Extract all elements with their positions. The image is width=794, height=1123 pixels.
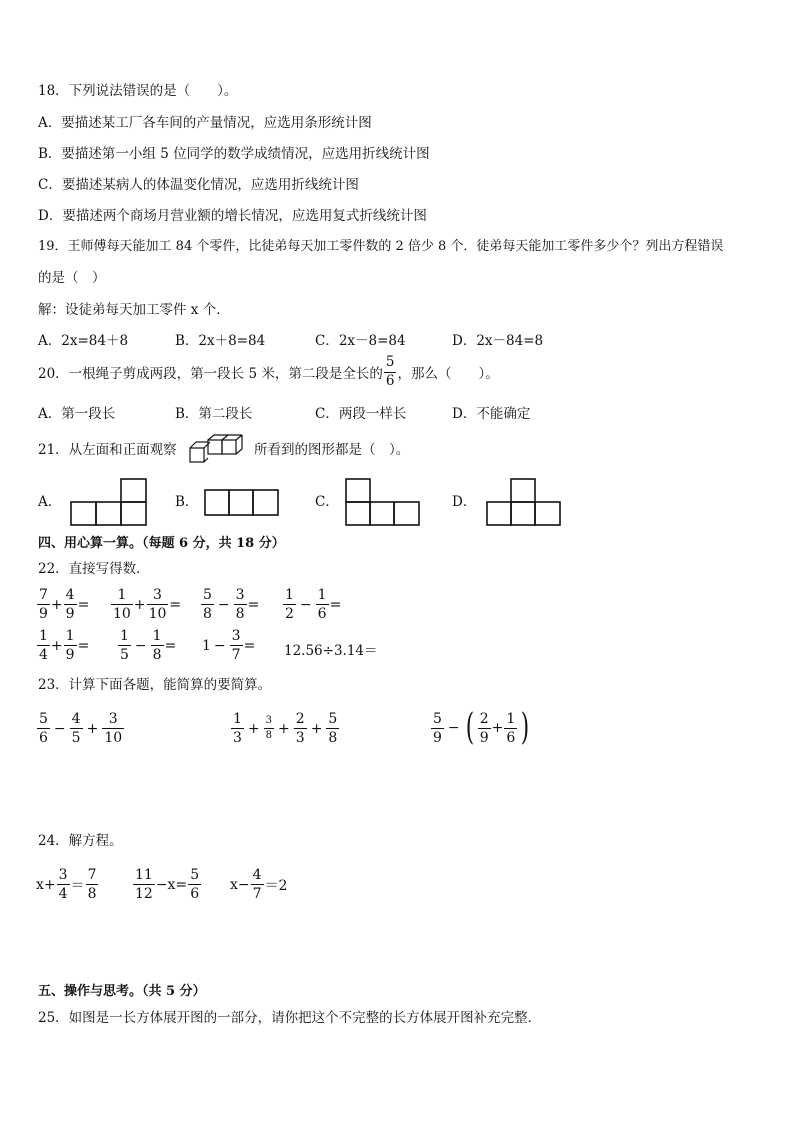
equals: = [329, 596, 342, 613]
q25-stem: 25．如图是一长方体展开图的一部分，请你把这个不完整的长方体展开图补充完整． [38, 1010, 542, 1026]
q22-r2-e2 [117, 629, 176, 662]
q19-stem-line2: 的是（ ） [38, 270, 106, 286]
whole-number: 1 [202, 637, 211, 654]
frac-num: 1 [39, 628, 48, 644]
q20-frac-den: 6 [385, 372, 395, 389]
q19-option-c: C．2x－8=84 [315, 333, 406, 349]
q20-stem-b: ，那么（ ）。 [397, 366, 499, 382]
q21-stem-b: 所看到的图形都是（ ）。 [254, 442, 410, 458]
frac-num: 4 [71, 711, 81, 727]
operator: − [213, 637, 226, 654]
frac-num: 5 [190, 867, 200, 883]
q20-stem [38, 356, 499, 388]
operator: + [50, 596, 63, 613]
frac-num: 1 [65, 628, 75, 644]
q21-option-d-figure [486, 478, 562, 526]
q21-option-d-label: D． [452, 494, 477, 510]
equation-lead: x+ [36, 876, 56, 893]
frac-den: 7 [231, 647, 241, 663]
frac-num: 2 [295, 711, 305, 727]
q20-stem-a: 20．一根绳子剪成两段，第一段长 5 米，第二段是全长的 [38, 366, 383, 382]
frac-num: 1 [120, 628, 129, 644]
frac-den: 3 [233, 730, 242, 746]
frac-den: 8 [328, 730, 338, 746]
q22-stem: 22．直接写得数． [38, 561, 150, 577]
frac-den: 8 [265, 730, 273, 741]
q21-stem-a: 21．从左面和正面观察 [38, 442, 177, 458]
equals: = [77, 596, 90, 613]
equals: = [247, 596, 260, 613]
frac-den: 8 [87, 886, 97, 902]
q19-option-b: B．2x＋8=84 [175, 333, 266, 349]
operator: − [299, 596, 312, 613]
equation-tail: ＝2 [264, 877, 288, 894]
q22-r2-e3 [202, 629, 255, 662]
frac-den: 3 [295, 730, 305, 746]
frac-num: 1 [317, 587, 327, 603]
q20-frac-num: 5 [385, 354, 395, 370]
section4-title: 四、用心算一算。（每题 6 分，共 18 分） [38, 536, 285, 551]
frac-num: 3 [231, 628, 241, 644]
q20-option-a: A．第一段长 [38, 406, 116, 422]
q24-e2 [132, 868, 202, 901]
frac-num: 5 [203, 587, 212, 603]
operator: − [447, 720, 460, 736]
q22-r1-e2 [110, 588, 181, 621]
q24-e3 [230, 868, 287, 901]
operator: + [491, 720, 504, 736]
q19-solution: 解：设徒弟每天加工零件 x 个． [38, 302, 230, 318]
frac-den: 6 [39, 730, 48, 746]
q21-option-c-figure [345, 478, 421, 526]
frac-den: 10 [104, 730, 123, 746]
frac-num: 7 [87, 867, 97, 883]
q21-option-c-label: C． [315, 494, 339, 510]
operator: + [86, 720, 99, 737]
q21-option-b-label: B． [175, 494, 199, 510]
q18-option-b: B．要描述第一小组 5 位同学的数学成绩情况，应选用折线统计图 [38, 146, 430, 162]
frac-num: 1 [152, 628, 162, 644]
frac-num: 3 [235, 587, 245, 603]
operator: − [134, 637, 147, 654]
right-paren: ) [521, 707, 530, 748]
q22-r2-e4: 12.56÷3.14＝ [284, 643, 378, 659]
q23-stem: 23．计算下面各题，能简算的要简算。 [38, 677, 272, 693]
equation-middle: −x= [155, 876, 188, 893]
frac-num: 3 [58, 867, 68, 883]
frac-num: 3 [265, 715, 273, 726]
q18-stem: 18．下列说法错误的是（ ）。 [38, 83, 238, 99]
frac-num: 3 [108, 711, 118, 727]
frac-den: 6 [506, 729, 516, 746]
frac-num: 1 [233, 711, 242, 727]
frac-den: 6 [190, 886, 200, 902]
operator: + [50, 637, 63, 654]
q23-e2 [230, 712, 340, 745]
q22-r1-e3 [200, 588, 259, 621]
equals: ＝ [70, 877, 85, 894]
frac-den: 9 [39, 606, 48, 622]
q24-e1 [36, 868, 99, 901]
q19-option-d: D．2x－84=8 [452, 333, 544, 349]
equals: = [169, 596, 182, 613]
q22-r1-e4 [282, 588, 341, 621]
q18-option-a: A．要描述某工厂各车间的产量情况，应选用条形统计图 [38, 115, 372, 131]
frac-den: 12 [135, 886, 153, 902]
operator: − [53, 720, 66, 737]
frac-den: 8 [203, 606, 212, 622]
q21-option-a-label: A． [38, 494, 62, 510]
frac-den: 10 [148, 606, 167, 622]
frac-num: 11 [135, 867, 153, 883]
frac-num: 5 [39, 711, 48, 727]
q20-fraction [384, 356, 397, 388]
q20-option-b: B．第二段长 [175, 406, 253, 422]
q18-option-d: D．要描述两个商场月营业额的增长情况，应选用复式折线统计图 [38, 208, 427, 224]
q20-option-d: D．不能确定 [452, 406, 531, 422]
operator: − [217, 596, 230, 613]
frac-num: 1 [506, 710, 516, 727]
frac-num: 3 [153, 587, 162, 603]
frac-den: 5 [120, 647, 129, 663]
frac-num: 5 [433, 710, 442, 727]
frac-den: 8 [152, 647, 162, 663]
frac-den: 9 [433, 729, 442, 746]
q23-e3 [430, 707, 532, 748]
frac-den: 9 [65, 647, 75, 663]
frac-num: 1 [117, 587, 127, 603]
frac-num: 2 [479, 710, 489, 727]
q20-option-c: C．两段一样长 [315, 406, 407, 422]
frac-num: 4 [252, 867, 262, 883]
equals: = [243, 637, 256, 654]
frac-den: 9 [479, 729, 489, 746]
q19-option-a: A．2x=84＋8 [38, 333, 129, 349]
frac-den: 2 [285, 606, 294, 622]
frac-num: 1 [285, 587, 294, 603]
q21-option-a-figure [70, 478, 148, 526]
equals: = [164, 637, 177, 654]
q23-e1 [36, 712, 125, 745]
left-paren: ( [465, 707, 474, 748]
q21-option-b-figure [204, 489, 280, 516]
frac-den: 10 [113, 606, 131, 622]
frac-den: 7 [252, 886, 262, 902]
q22-r2-e1 [36, 629, 89, 662]
q22-r1-e1 [36, 588, 89, 621]
frac-den: 9 [65, 606, 75, 622]
q19-stem-line1: 19．王师傅每天能加工 84 个零件，比徒弟每天加工零件数的 2 倍少 8 个．徒弟每天能加工零件多少个？列出方程错误 [38, 239, 724, 254]
operator: + [310, 720, 323, 737]
section5-title: 五、操作与思考。（共 5 分） [38, 984, 206, 999]
operator: + [247, 720, 260, 737]
equals: = [77, 637, 90, 654]
operator: + [133, 596, 146, 613]
q21-cube-figure [188, 434, 248, 466]
frac-den: 5 [71, 730, 81, 746]
q24-stem: 24．解方程。 [38, 833, 123, 849]
frac-num: 5 [328, 711, 338, 727]
frac-den: 4 [39, 647, 48, 663]
frac-den: 6 [317, 606, 327, 622]
frac-den: 4 [58, 886, 68, 902]
q18-option-c: C．要描述某病人的体温变化情况，应选用折线统计图 [38, 177, 359, 193]
frac-num: 7 [39, 587, 48, 603]
frac-den: 8 [235, 606, 245, 622]
frac-num: 4 [65, 587, 75, 603]
operator: + [278, 720, 290, 737]
equation-lead: x− [230, 876, 250, 893]
